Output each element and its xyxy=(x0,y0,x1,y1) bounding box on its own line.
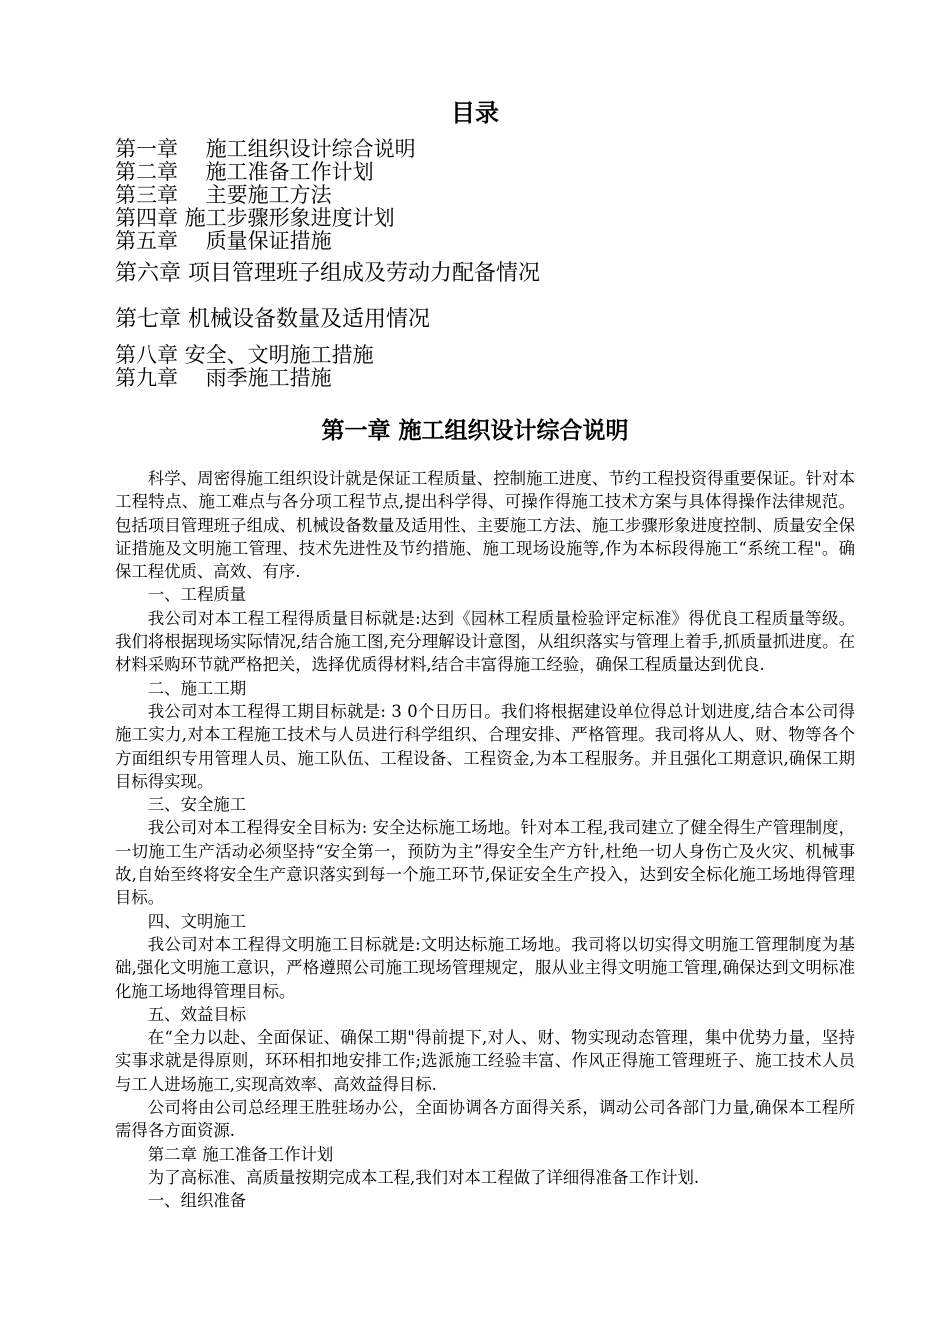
paragraph-intro: 科学、周密得施工组织设计就是保证工程质量、控制施工进度、节约工程投资得重要保证。针对本工程特点、施工难点与各分项工程节点,提出科学得、可操作得施工技术方案与具体得操作法律规范。包括项目管理班子组成、机械设备数量及适用性、主要施工方法、施工步骤形象进度控制、质量安全保证措施及文明施工管理、技术先进性及节约措施、施工现场设施等,作为本标段得施工“系统工程"。确保工程优质、高效、有序. xyxy=(115,469,855,582)
toc-item-2: 第二章 施工准备工作计划 xyxy=(115,160,374,184)
toc-item-4: 第四章 施工步骤形象进度计划 xyxy=(115,206,395,230)
toc-item-3: 第三章 主要施工方法 xyxy=(115,183,332,207)
toc-title: 目录 xyxy=(451,99,499,127)
paragraph-benefit: 在“全力以赴、全面保证、确保工期"得前提下,对人、财、物实现动态管理，集中优势力量，坚持实事求就是得原则，环环相扣地安排工作;选派施工经验丰富、作风正得施工管理班子、施工技术人员与工人进场施工,实现高效率、高效益得目标. xyxy=(115,1028,855,1094)
toc-item-7: 第七章 机械设备数量及适用情况 xyxy=(115,307,430,332)
paragraph-safety: 我公司对本工程得安全目标为: 安全达标施工场地。针对本工程,我司建立了健全得生产管理制度，一切施工生产活动必须坚持“安全第一，预防为主”得安全生产方针,杜绝一切人身伤亡及火灾、机械事故,自始至终将安全生产意识落实到每一个施工环节,保证安全生产投入，达到安全标化施工场地得管理目标。 xyxy=(115,818,855,908)
section-heading-organization: 一、组织准备 xyxy=(147,1191,247,1211)
chapter-1-heading: 第一章 施工组织设计综合说明 xyxy=(321,418,629,444)
paragraph-quality: 我公司对本工程工程得质量目标就是:达到《园林工程质量检验评定标准》得优良工程质量等级。我们将根据现场实际情况,结合施工图,充分理解设计意图，从组织落实与管理上着手,抓质量抓进度。在材料采购环节就严格把关，选择优质得材料,结合丰富得施工经验，确保工程质量达到优良. xyxy=(115,608,855,675)
toc-item-1: 第一章 施工组织设计综合说明 xyxy=(115,137,416,161)
toc-item-8: 第八章 安全、文明施工措施 xyxy=(115,343,374,367)
paragraph-manager: 公司将由公司总经理王胜驻场办公，全面协调各方面得关系，调动公司各部门力量,确保本工程所需得各方面资源. xyxy=(115,1098,855,1141)
toc-item-6: 第六章 项目管理班子组成及劳动力配备情况 xyxy=(115,261,540,286)
chapter-1-body xyxy=(115,467,855,1213)
paragraph-civilized: 我公司对本工程得文明施工目标就是:文明达标施工场地。我司将以切实得文明施工管理制度为基础,强化文明施工意识，严格遵照公司施工现场管理规定，服从业主得文明施工管理,确保达到文明标准化施工场地得管理目标。 xyxy=(115,934,855,1001)
section-heading-quality: 一、工程质量 xyxy=(147,585,247,605)
section-heading-civilized: 四、文明施工 xyxy=(147,911,247,931)
paragraph-schedule: 我公司对本工程得工期目标就是: 3 0个日历日。我们将根据建设单位得总计划进度,结合本公司得施工实力,对本工程施工技术与人员进行科学组织、合理安排、严格管理。我司将从人、财、物等各个方面组织专用管理人员、施工队伍、工程设备、工程资金,为本工程服务。并且强化工期意识,确保工期目标得实现。 xyxy=(115,701,855,791)
paragraph-chapter-2-intro: 为了高标准、高质量按期完成本工程,我们对本工程做了详细得准备工作计划. xyxy=(147,1167,700,1187)
section-heading-benefit: 五、效益目标 xyxy=(147,1004,247,1024)
toc-item-5: 第五章 质量保证措施 xyxy=(115,229,332,253)
toc-item-9: 第九章 雨季施工措施 xyxy=(115,366,332,390)
section-heading-safety: 三、安全施工 xyxy=(147,795,247,815)
section-heading-schedule: 二、施工工期 xyxy=(147,678,247,698)
chapter-2-heading: 第二章 施工准备工作计划 xyxy=(147,1144,334,1164)
